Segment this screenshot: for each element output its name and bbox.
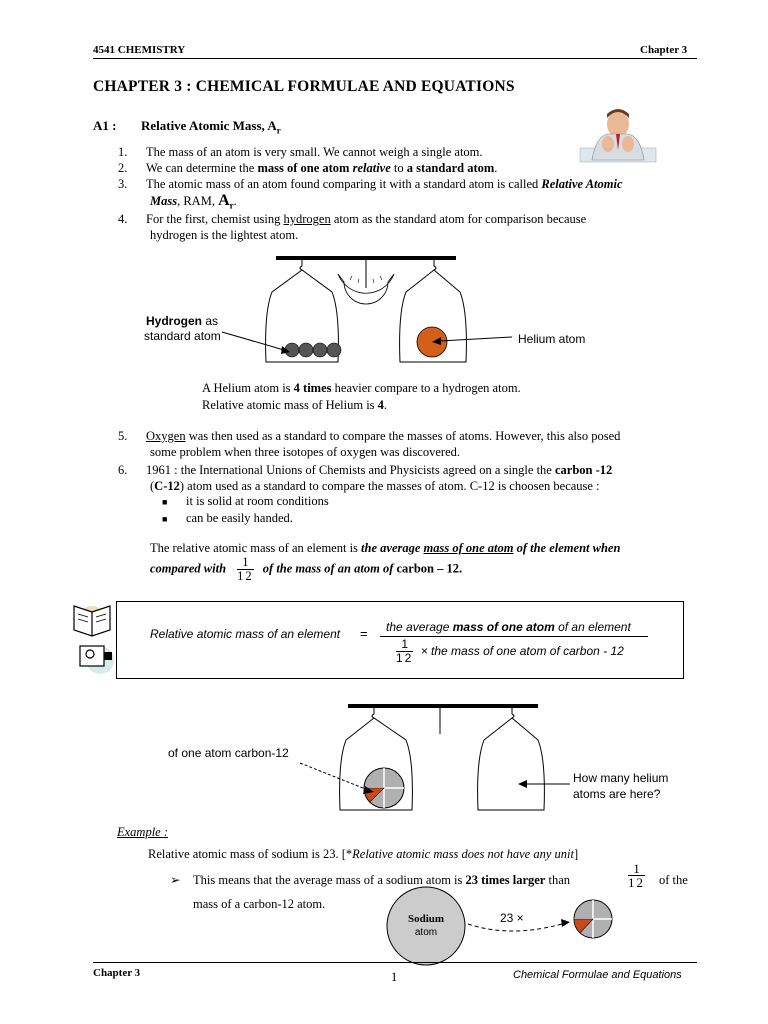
text: it is solid at room conditions	[186, 494, 329, 508]
example-line-2-end: of the	[659, 873, 688, 887]
definition-line-2	[150, 556, 462, 583]
text: ]	[573, 847, 579, 861]
fraction-numerator: 1	[237, 556, 254, 570]
bold-italic-text: Mass	[150, 194, 178, 208]
text: .	[233, 194, 237, 208]
list-number: 2.	[118, 161, 128, 175]
text: 1961 : the International Unions of Chemists and Physicists agreed on a single the	[146, 463, 555, 477]
text: .	[494, 161, 498, 175]
text: heavier compare to a hydrogen atom.	[331, 381, 521, 395]
hydrogen-atom	[313, 343, 327, 357]
example-label: Example :	[117, 825, 169, 839]
text: as	[202, 314, 219, 328]
fraction-one-twelfth	[396, 638, 413, 665]
fraction-denominator: 12	[237, 569, 254, 583]
list-item-3	[118, 176, 708, 192]
text: .	[383, 398, 388, 412]
example-line-3: mass of a carbon-12 atom.	[193, 897, 326, 911]
hydrogen-label-line2: standard atom	[144, 329, 221, 343]
bold-italic-text: compared with	[150, 561, 227, 576]
text: ) atom used as a standard to compare the masses of atom. C-12 is choosen because :	[179, 479, 600, 493]
list-number: 5.	[118, 429, 128, 443]
bold-text: 4 times	[293, 381, 332, 395]
bullet-icon: ■	[162, 497, 168, 507]
section-label: A1 :	[93, 118, 117, 133]
definition-line-1	[150, 540, 710, 556]
header-right: Chapter 3	[640, 44, 688, 56]
helium-atom	[417, 327, 447, 357]
bold-text: 23 times larger	[465, 873, 546, 887]
footer-rule	[93, 962, 697, 963]
text: We can determine the	[146, 161, 258, 175]
footer-right: Chemical Formulae and Equations	[513, 969, 682, 981]
times-label: 23 ×	[500, 911, 524, 925]
bold-text: mass of one atom	[452, 620, 555, 634]
arrow-bullet-icon: ➢	[170, 873, 181, 887]
formula-lhs: Relative atomic mass of an element	[150, 627, 341, 641]
carbon-label: of one atom carbon-12	[168, 746, 289, 760]
fraction-one-twelfth	[628, 862, 645, 889]
bold-text: C-12	[154, 479, 180, 493]
bold-italic-text: relative	[352, 161, 391, 175]
text: of an element	[554, 620, 631, 634]
bold-text: Hydrogen	[146, 314, 203, 328]
text: For the first, chemist using	[146, 212, 284, 226]
text: Relative atomic mass of Helium is	[202, 398, 378, 412]
formula-denominator	[396, 638, 624, 665]
text: A Helium atom is	[202, 381, 294, 395]
list-item-5-cont: some problem when three isotopes of oxygen was discovered.	[150, 445, 460, 459]
formula-equals: =	[360, 626, 368, 641]
text: , RAM,	[177, 194, 219, 208]
list-item-2	[118, 160, 698, 176]
fraction-numerator: 1	[628, 862, 645, 876]
hydrogen-atom	[285, 343, 299, 357]
list-item-5	[118, 428, 708, 444]
helium-label: Helium atom	[518, 332, 586, 346]
sodium-label-2: atom	[414, 927, 438, 938]
ar-sub: r	[229, 200, 234, 211]
example-fraction	[628, 862, 645, 889]
book-and-projector-icon	[70, 602, 116, 676]
bold-text: a standard atom	[406, 161, 495, 175]
bullet-item	[162, 510, 293, 527]
text: can be easily handed.	[186, 511, 293, 525]
text: The relative atomic mass of an element is	[150, 541, 362, 555]
list-item-6	[118, 462, 718, 478]
bold-italic-text: Relative Atomic	[541, 177, 623, 191]
balance-diagram-carbon-helium	[330, 700, 560, 818]
header-left: 4541 CHEMISTRY	[93, 44, 186, 56]
section-title: Relative Atomic Mass, A	[140, 118, 277, 133]
balance-diagram-hydrogen-helium	[258, 252, 478, 372]
text: Relative atomic mass of sodium is 23. [*	[148, 847, 353, 861]
text: atom as the standard atom for comparison because	[330, 212, 587, 226]
text: × the mass of one atom of carbon - 12	[420, 643, 624, 658]
text: The atomic mass of an atom found comparing it with a standard atom is called	[146, 177, 542, 191]
text: the average	[386, 620, 453, 634]
formula-numerator	[386, 620, 631, 634]
bold-italic-text: of the element when	[513, 541, 621, 555]
text: was then used as a standard to compare the masses of atoms. However, this also posed	[185, 429, 621, 443]
page-title: CHAPTER 3 : CHEMICAL FORMULAE AND EQUATIONS	[93, 78, 515, 95]
list-item-1	[118, 144, 698, 160]
helium-question-2: atoms are here?	[573, 787, 661, 801]
bullet-item	[162, 493, 329, 510]
hydrogen-label	[146, 313, 218, 329]
text: (	[150, 479, 155, 493]
bold-italic-text: of the mass of an atom of	[262, 561, 397, 576]
text: This means that the average mass of a sodium atom is	[193, 873, 466, 887]
list-item-4	[118, 211, 708, 227]
list-item-4-cont: hydrogen is the lightest atom.	[150, 228, 299, 242]
bold-text: carbon – 12.	[396, 561, 463, 576]
page-number: 1	[391, 970, 398, 984]
text: to	[390, 161, 407, 175]
bold-text: 4	[377, 398, 384, 412]
bold-text: carbon -12	[554, 463, 613, 477]
underlined-text: Oxygen	[146, 429, 186, 443]
italic-text: Relative atomic mass does not have any unit	[352, 847, 574, 861]
bullet-icon: ■	[162, 514, 168, 524]
list-number: 4.	[118, 212, 128, 226]
fraction-numerator: 1	[396, 638, 413, 652]
list-item-6-cont	[150, 478, 600, 494]
fraction-denominator: 12	[396, 651, 414, 665]
list-number: 6.	[118, 463, 128, 477]
section-heading	[93, 118, 281, 139]
example-line-1	[148, 846, 578, 862]
header-rule	[93, 58, 697, 59]
section-sub: r	[276, 125, 281, 136]
helium-question-1: How many helium	[573, 771, 669, 785]
diagram1-caption-2	[202, 397, 387, 413]
list-number: 1.	[118, 145, 128, 159]
bold-underlined-text: mass of one atom	[423, 541, 514, 555]
fraction-denominator: 12	[628, 875, 645, 890]
diagram1-caption-1	[202, 380, 521, 396]
bold-italic-text: the average	[361, 541, 424, 555]
underlined-text: hydrogen	[283, 212, 331, 226]
hydrogen-atom	[299, 343, 313, 357]
formula-fraction-bar	[380, 636, 648, 637]
ar-symbol: A	[218, 192, 230, 209]
text: than	[545, 873, 570, 887]
list-number: 3.	[118, 177, 128, 191]
footer-left: Chapter 3	[93, 967, 141, 979]
hydrogen-atom	[327, 343, 341, 357]
fraction-one-twelfth	[237, 556, 254, 583]
bold-text: mass of one atom	[257, 161, 350, 175]
list-text: The mass of an atom is very small. We cannot weigh a single atom.	[146, 145, 483, 159]
sodium-label-1: Sodium	[407, 913, 445, 925]
